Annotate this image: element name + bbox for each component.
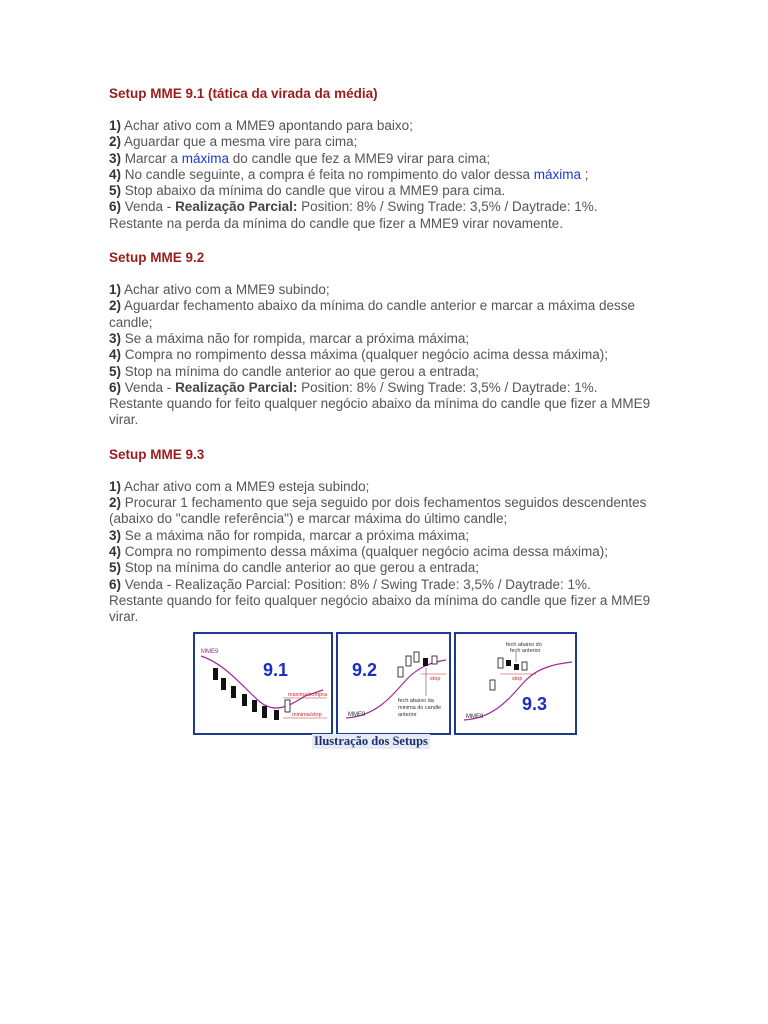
s2-step-6: 6) Venda - Realização Parcial: Position: 8% / Swing Trade: 3,5% / Daytrade: 1%. [109,379,598,395]
s2-step-1: 1) Achar ativo com a MME9 subindo; [109,282,330,298]
mme9-line [464,662,572,720]
chart-9-3 [456,634,575,733]
candle [242,694,247,706]
setup-9-3-title: Setup MME 9.3 [109,446,205,462]
stop-label: stop [430,676,441,682]
stop-label: minima/stop [292,712,322,718]
mme9-label: MME9 [201,649,219,655]
candle [506,660,511,666]
candle [406,656,411,666]
chart-9-2 [338,634,449,733]
s3-step-2: 2) Procurar 1 fechamento que seja seguido por dois fechamentos seguidos descendentes (abaixo do "candle referência") e marcar máxima do último candle; [109,495,647,527]
chart-9-1 [195,634,331,733]
s1-step-5: 5) Stop abaixo da mínima do candle que virou a MME9 para cima. [109,183,506,199]
s2-remainder: Restante quando for feito qualquer negócio abaixo da mínima do candle que fizer a MME9 virar. [109,396,651,428]
s1-step-4: 4) No candle seguinte, a compra é feita no rompimento do valor dessa máxima ; [109,166,589,182]
maxima-link[interactable]: máxima [533,166,582,182]
candle [231,686,236,698]
candle [432,656,437,664]
s1-step-6: 6) Venda - Realização Parcial: Position: 8% / Swing Trade: 3,5% / Daytrade: 1%. [109,199,598,215]
candle [490,680,495,690]
s2-step-4: 4) Compra no rompimento dessa máxima (qualquer negócio acima dessa máxima); [109,347,608,363]
s3-step-4: 4) Compra no rompimento dessa máxima (qualquer negócio acima dessa máxima); [109,543,608,559]
s2-step-2: 2) Aguardar fechamento abaixo da mínima do candle anterior e marcar a máxima desse candle; [109,298,636,330]
s2-step-5: 5) Stop na mínima do candle anterior ao que gerou a entrada; [109,363,480,379]
document-body [109,86,669,625]
setup-number-label: 9.2 [352,660,378,680]
s3-step-1: 1) Achar ativo com a MME9 esteja subindo; [109,478,370,494]
s3-step-5: 5) Stop na mínima do candle anterior ao que gerou a entrada; [109,560,480,576]
mme9-label: MME9 [466,714,484,720]
note-line-1: fech abaixo do [506,642,542,648]
stop-label: stop [512,676,523,682]
mme9-label: MME9 [348,712,366,718]
candle [514,664,519,670]
candle [262,706,267,718]
candle [252,700,257,712]
note-line-1: fech abaixo da [398,698,434,704]
s3-remainder: Restante quando for feito qualquer negócio abaixo da mínima do candle que fizer a MME9 virar. [109,592,651,625]
s2-step-3: 3) Se a máxima não for rompida, marcar a próxima máxima; [109,330,470,346]
setup-9-2-title: Setup MME 9.2 [109,250,205,266]
s3-step-3: 3) Se a máxima não for rompida, marcar a próxima máxima; [109,527,470,543]
maxima-link[interactable]: máxima [181,150,230,166]
s1-step-2: 2) Aguardar que a mesma vire para cima; [109,134,358,150]
figure-setup-9-2 [336,632,451,735]
figure-setup-9-3 [454,632,577,735]
s1-step-3: 3) Marcar a máxima do candle que fez a MME9 virar para cima; [109,150,491,166]
setups-illustration [193,632,577,735]
note-line-2: minima do candle [398,705,442,711]
candle [414,652,419,662]
candle [221,678,226,690]
candle [498,658,503,668]
note-line-3: anterior [398,712,417,718]
setup-number-label: 9.1 [263,660,289,680]
candle [213,668,218,680]
figure-caption: Ilustração dos Setups [314,734,428,748]
s3-step-6: 6) Venda - Realização Parcial: Position: 8% / Swing Trade: 3,5% / Daytrade: 1%. [109,576,591,592]
setup-9-1-title: Setup MME 9.1 (tática da virada da média) [109,86,378,101]
setup-number-label: 9.3 [522,694,548,714]
candle [423,658,428,666]
mme9-line [201,656,323,708]
s1-remainder: Restante na perda da mínima do candle que fizer a MME9 virar novamente. [109,215,563,231]
candle [522,662,527,670]
candle [398,667,403,677]
figure-setup-9-1 [193,632,333,735]
buy-label: maxima/compra [288,692,328,698]
note-line-2: fech anterior [510,648,541,654]
candle [274,710,279,720]
s1-step-1: 1) Achar ativo com a MME9 apontando para baixo; [109,118,413,133]
candle [285,700,290,712]
